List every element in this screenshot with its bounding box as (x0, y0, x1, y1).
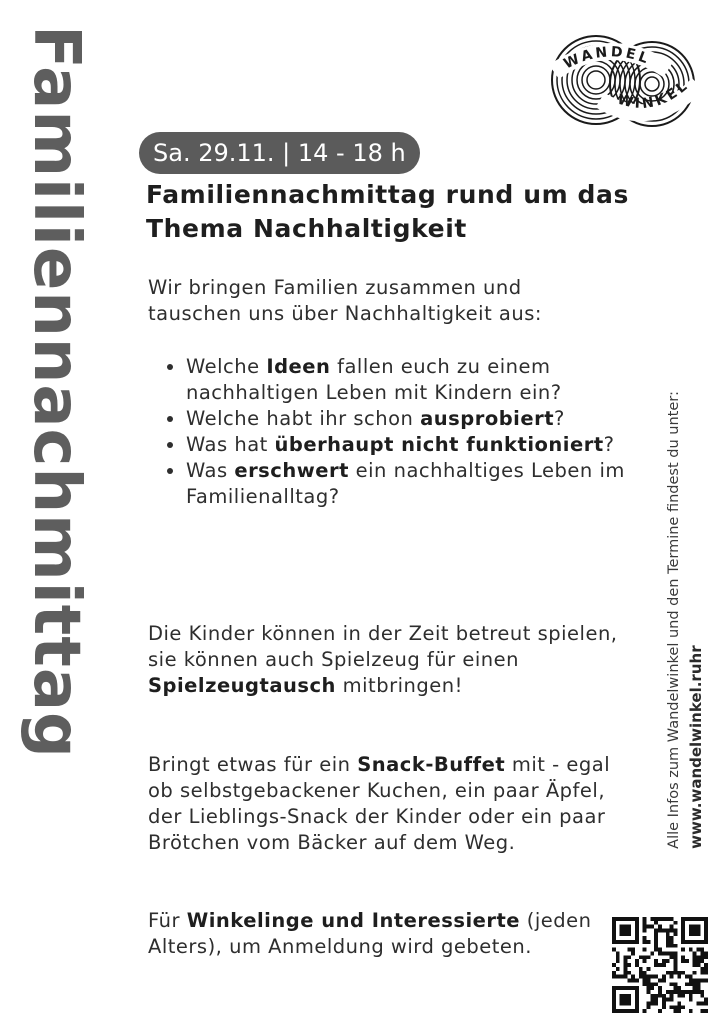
question-item (186, 406, 636, 432)
question-emphasis: erschwert (234, 459, 349, 482)
question-item (186, 432, 636, 458)
kids-text: Die Kinder können in der Zeit betreut spielen, sie können auch Spielzeug für einen (148, 622, 618, 671)
question-emphasis: ausprobiert (420, 407, 555, 430)
question-text: fallen euch zu einem nachhaltigen Leben mit Kindern ein? (186, 355, 562, 404)
snack-text: Bringt etwas für ein (148, 753, 358, 776)
question-emphasis: überhaupt nicht funktioniert (274, 433, 604, 456)
question-text: Was hat (186, 433, 275, 456)
audience-paragraph (148, 908, 618, 960)
kids-text-end: mitbringen! (335, 674, 463, 697)
side-note (663, 391, 707, 849)
audience-text: Für (148, 909, 187, 932)
side-note-text: Alle Infos zum Wandelwinkel und den Termine findest du unter: (666, 391, 682, 849)
qr-code-svg (612, 917, 708, 1013)
vertical-title: Familiennachmittag (19, 25, 93, 759)
question-text: Was (186, 459, 235, 482)
qr-code-icon[interactable] (612, 917, 708, 1013)
kids-emphasis: Spielzeugtausch (148, 674, 336, 697)
event-heading: Familiennachmittag rund um das Thema Nachhaltigkeit (146, 180, 629, 243)
snack-emphasis: Snack-Buffet (357, 753, 506, 776)
website-link[interactable]: www.wandelwinkel.ruhr (687, 645, 705, 849)
question-item (186, 458, 636, 510)
logo-word-bottom: WINKEL (615, 76, 693, 113)
question-emphasis: Ideen (266, 355, 331, 378)
question-text: Welche (186, 355, 267, 378)
kids-paragraph (148, 621, 618, 699)
question-item (186, 354, 636, 406)
snack-paragraph (148, 752, 618, 856)
logo-svg (540, 22, 706, 138)
question-text: ? (603, 433, 615, 456)
audience-text-end: (jeden Alters), um Anmeldung wird gebeten. (148, 909, 592, 958)
date-time-badge: Sa. 29.11. | 14 - 18 h (139, 132, 420, 174)
question-text: Welche habt ihr schon (186, 407, 421, 430)
audience-emphasis: Winkelinge und Interessierte (186, 909, 521, 932)
question-text: ein nachhaltiges Leben im Familienalltag? (186, 459, 625, 508)
logo-word-top: WANDEL (561, 44, 653, 73)
wandelwinkel-logo-icon (540, 22, 706, 138)
snack-text-end: mit - egal ob selbstgebackener Kuchen, ein paar Äpfel, der Lieblings-Snack der Kinder oder ein paar Brötchen vom Bäcker auf dem Weg. (148, 753, 611, 854)
question-text: ? (554, 407, 565, 430)
question-list (148, 354, 636, 510)
intro-paragraph: Wir bringen Familien zusammen und tauschen uns über Nachhaltigkeit aus: (148, 276, 542, 325)
